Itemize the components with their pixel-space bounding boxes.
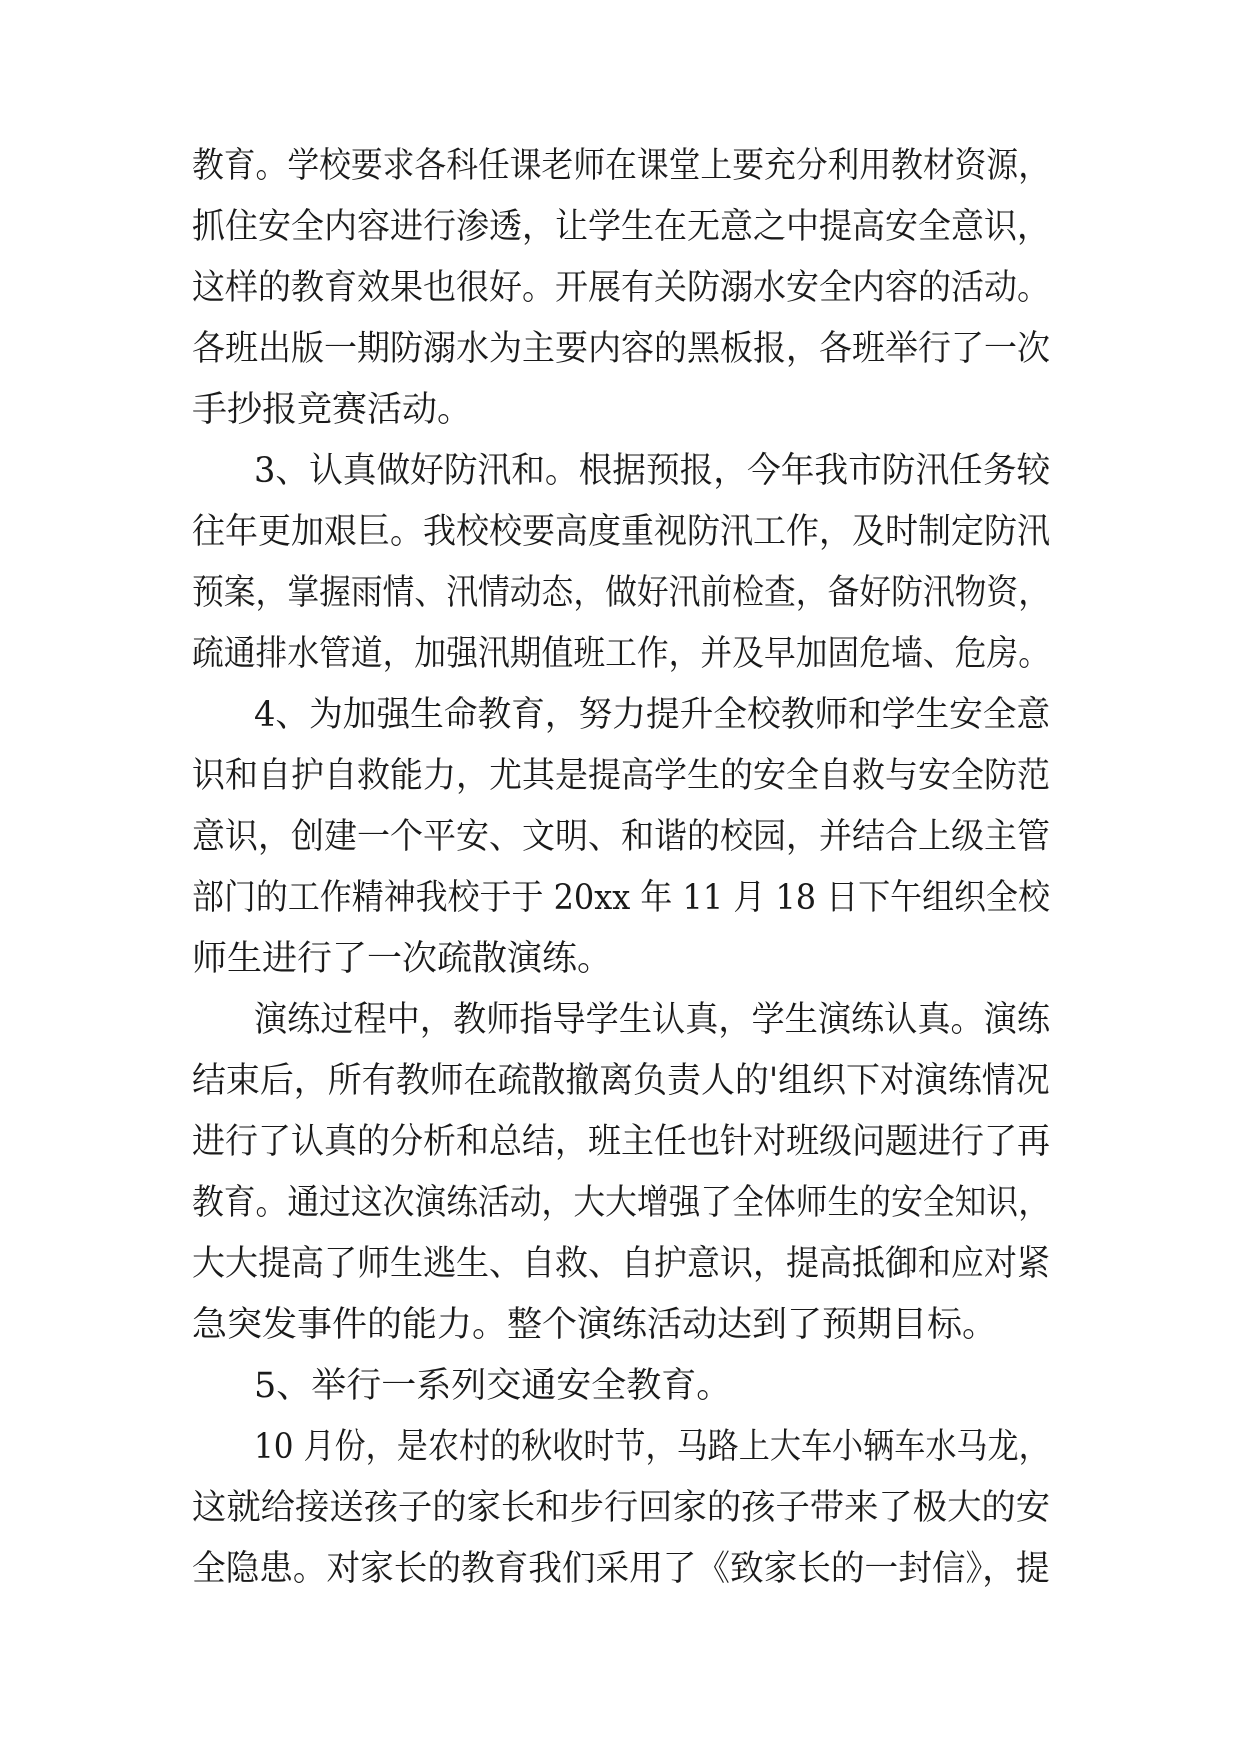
- paragraph-line: 往年更加艰巨。我校校要高度重视防汛工作，及时制定防汛: [192, 512, 1051, 552]
- paragraph-line: 手抄报竞赛活动。: [192, 390, 473, 430]
- paragraph-line: 5、举行一系列交通安全教育。: [254, 1366, 732, 1406]
- paragraph-line: 师生进行了一次疏散演练。: [192, 939, 613, 979]
- paragraph-line: 这样的教育效果也很好。开展有关防溺水安全内容的活动。: [192, 268, 1051, 308]
- paragraph-line: 演练过程中，教师指导学生认真，学生演练认真。演练: [254, 1000, 1050, 1040]
- paragraph-line: 预案，掌握雨情、汛情动态，做好汛前检查，备好防汛物资，: [192, 573, 1050, 613]
- paragraph-line: 急突发事件的能力。整个演练活动达到了预期目标。: [192, 1305, 998, 1345]
- paragraph-line: 教育。通过这次演练活动，大大增强了全体师生的安全知识，: [192, 1183, 1050, 1223]
- paragraph-line: 3、认真做好防汛和。根据预报，今年我市防汛任务较: [254, 451, 1051, 491]
- paragraph-line: 这就给接送孩子的家长和步行回家的孩子带来了极大的安: [192, 1488, 1051, 1528]
- paragraph-line: 结束后，所有教师在疏散撤离负责人的'组织下对演练情况: [192, 1061, 1050, 1101]
- paragraph-line: 进行了认真的分析和总结，班主任也针对班级问题进行了再: [192, 1122, 1051, 1162]
- paragraph-line: 大大提高了师生逃生、自救、自护意识，提高抵御和应对紧: [192, 1244, 1051, 1284]
- paragraph-line: 10 月份，是农村的秋收时节，马路上大车小辆车水马龙，: [254, 1427, 1050, 1467]
- paragraph-line: 抓住安全内容进行渗透，让学生在无意之中提高安全意识，: [192, 207, 1051, 247]
- paragraph-line: 部门的工作精神我校于于 20xx 年 11 月 18 日下午组织全校: [192, 878, 1050, 918]
- paragraph-line: 全隐患。对家长的教育我们采用了《致家长的一封信》，提: [192, 1549, 1050, 1589]
- paragraph-line: 各班出版一期防溺水为主要内容的黑板报，各班举行了一次: [192, 329, 1051, 369]
- paragraph-line: 疏通排水管道，加强汛期值班工作，并及早加固危墙、危房。: [192, 634, 1050, 674]
- paragraph-line: 4、为加强生命教育，努力提升全校教师和学生安全意: [254, 695, 1051, 735]
- paragraph-line: 意识，创建一个平安、文明、和谐的校园，并结合上级主管: [192, 817, 1051, 857]
- paragraph-line: 识和自护自救能力，尤其是提高学生的安全自救与安全防范: [192, 756, 1051, 796]
- paragraph-line: 教育。学校要求各科任课老师在课堂上要充分利用教材资源，: [192, 146, 1050, 186]
